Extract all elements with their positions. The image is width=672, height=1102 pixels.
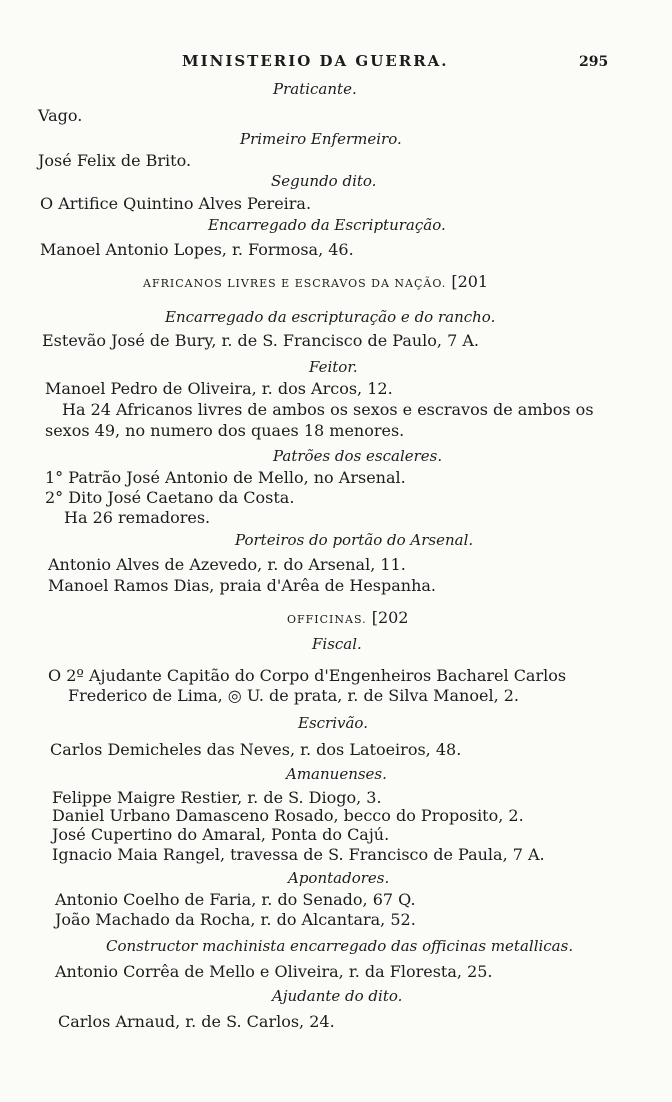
section-heading-feitor: Feitor.	[309, 358, 358, 376]
page-number: 295	[579, 54, 609, 70]
entry-line: Estevão José de Bury, r. de S. Francisco de Paulo, 7 A.	[42, 331, 479, 350]
entry-line: José Felix de Brito.	[38, 151, 192, 170]
entry-line: Ignacio Maia Rangel, travessa de S. Francisco de Paula, 7 A.	[52, 845, 545, 864]
section-heading-primeiro-enfermeiro: Primeiro Enfermeiro.	[240, 130, 402, 148]
section-number: [201	[451, 272, 489, 291]
entry-line: Carlos Demicheles das Neves, r. dos Latoeiros, 48.	[50, 740, 462, 759]
section-heading-amanuenses: Amanuenses.	[286, 765, 387, 783]
entry-line: Ha 24 Africanos livres de ambos os sexos e escravos de ambos os	[62, 400, 594, 419]
section-number: [202	[371, 608, 409, 627]
entry-line: Vago.	[38, 106, 83, 125]
entry-line: 1° Patrão José Antonio de Mello, no Arsenal.	[45, 468, 406, 487]
section-heading-ajudante: Ajudante do dito.	[272, 987, 403, 1005]
entry-line: Manoel Ramos Dias, praia d'Arêa de Hespanha.	[48, 576, 437, 595]
section-heading-patroes: Patrões dos escaleres.	[273, 447, 443, 465]
section-heading-segundo-dito: Segundo dito.	[271, 172, 377, 190]
entry-line: Felippe Maigre Restier, r. de S. Diogo, 3.	[52, 788, 382, 807]
section-heading-escrivao: Escrivão.	[298, 714, 368, 732]
entry-line: Frederico de Lima, ◎ U. de prata, r. de Silva Manoel, 2.	[68, 686, 519, 705]
section-heading-constructor: Constructor machinista encarregado das officinas metallicas.	[106, 937, 574, 955]
entry-line: O 2º Ajudante Capitão do Corpo d'Engenheiros Bacharel Carlos	[48, 666, 567, 685]
entry-line: João Machado da Rocha, r. do Alcantara, 52.	[55, 910, 416, 929]
entry-line: Antonio Alves de Azevedo, r. do Arsenal, 11.	[48, 555, 406, 574]
section-title-officinas	[287, 608, 408, 627]
entry-line: Antonio Coelho de Faria, r. do Senado, 67 Q.	[55, 890, 416, 909]
section-title-text: OFFICINAS.	[287, 613, 367, 626]
section-heading-rancho: Encarregado da escripturação e do rancho.	[165, 308, 496, 326]
section-heading-praticante: Praticante.	[273, 80, 357, 98]
entry-line: O Artifice Quintino Alves Pereira.	[40, 194, 312, 213]
entry-line: José Cupertino do Amaral, Ponta do Cajú.	[52, 825, 390, 844]
entry-line: sexos 49, no numero dos quaes 18 menores.	[45, 421, 405, 440]
entry-line: Daniel Urbano Damasceno Rosado, becco do Proposito, 2.	[52, 806, 524, 825]
section-heading-escripturacao: Encarregado da Escripturação.	[208, 216, 446, 234]
section-heading-fiscal: Fiscal.	[312, 635, 362, 653]
entry-line: Manoel Pedro de Oliveira, r. dos Arcos, 12.	[45, 379, 393, 398]
entry-line: Antonio Corrêa de Mello e Oliveira, r. da Floresta, 25.	[55, 962, 493, 981]
section-heading-apontadores: Apontadores.	[288, 869, 390, 887]
page-header-title: MINISTERIO DA GUERRA.	[182, 52, 449, 70]
entry-line: Manoel Antonio Lopes, r. Formosa, 46.	[40, 240, 354, 259]
entry-line: 2° Dito José Caetano da Costa.	[45, 488, 295, 507]
section-title-text: AFRICANOS LIVRES E ESCRAVOS DA NAÇÃO.	[143, 277, 447, 290]
entry-line: Carlos Arnaud, r. de S. Carlos, 24.	[58, 1012, 335, 1031]
section-heading-porteiros: Porteiros do portão do Arsenal.	[235, 531, 474, 549]
section-title-africanos	[143, 272, 488, 291]
entry-line: Ha 26 remadores.	[64, 508, 211, 527]
